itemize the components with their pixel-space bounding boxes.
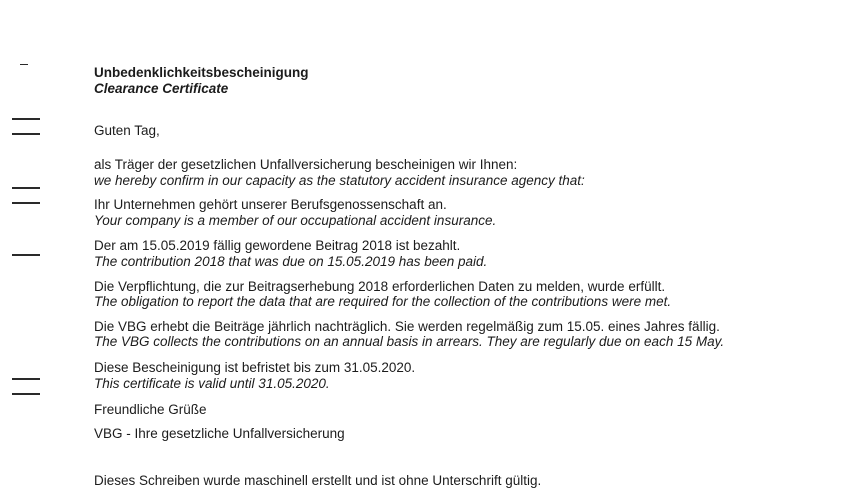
arrears-german: Die VBG erhebt die Beiträge jährlich nachträglich. Sie werden regelmäßig zum 15.05. eines Jahres fällig.	[94, 319, 720, 334]
arrears-english: The VBG collects the contributions on an annual basis in arrears. They are regularly due on each 15 May.	[94, 334, 725, 349]
membership-english: Your company is a member of our occupational accident insurance.	[94, 213, 497, 228]
payment-german: Der am 15.05.2019 fällig gewordene Beitrag 2018 ist bezahlt.	[94, 238, 461, 253]
membership-german: Ihr Unternehmen gehört unserer Berufsgenossenschaft an.	[94, 197, 447, 212]
footer-note: Dieses Schreiben wurde maschinell erstellt und ist ohne Unterschrift gültig.	[94, 473, 542, 488]
fold-mark	[20, 64, 28, 65]
greeting: Guten Tag,	[94, 123, 160, 138]
validity-german: Diese Bescheinigung ist befristet bis zum 31.05.2020.	[94, 360, 416, 375]
fold-mark	[12, 133, 40, 135]
fold-mark	[12, 378, 40, 380]
fold-mark	[12, 202, 40, 204]
closing-salutation: Freundliche Grüße	[94, 402, 207, 417]
fold-mark	[12, 118, 40, 120]
title-german: Unbedenklichkeitsbescheinigung	[94, 65, 309, 80]
fold-mark	[12, 254, 40, 256]
reporting-german: Die Verpflichtung, die zur Beitragserhebung 2018 erforderlichen Daten zu melden, wurde erfüllt.	[94, 279, 666, 294]
intro-german: als Träger der gesetzlichen Unfallversicherung bescheinigen wir Ihnen:	[94, 157, 518, 172]
title-english: Clearance Certificate	[94, 81, 229, 96]
validity-english: This certificate is valid until 31.05.2020.	[94, 376, 330, 391]
payment-english: The contribution 2018 that was due on 15.05.2019 has been paid.	[94, 254, 488, 269]
sender-name: VBG - Ihre gesetzliche Unfallversicherung	[94, 426, 345, 441]
reporting-english: The obligation to report the data that are required for the collection of the contributions were met.	[94, 294, 672, 309]
fold-mark	[12, 393, 40, 395]
intro-english: we hereby confirm in our capacity as the statutory accident insurance agency that:	[94, 173, 585, 188]
fold-mark	[12, 187, 40, 189]
